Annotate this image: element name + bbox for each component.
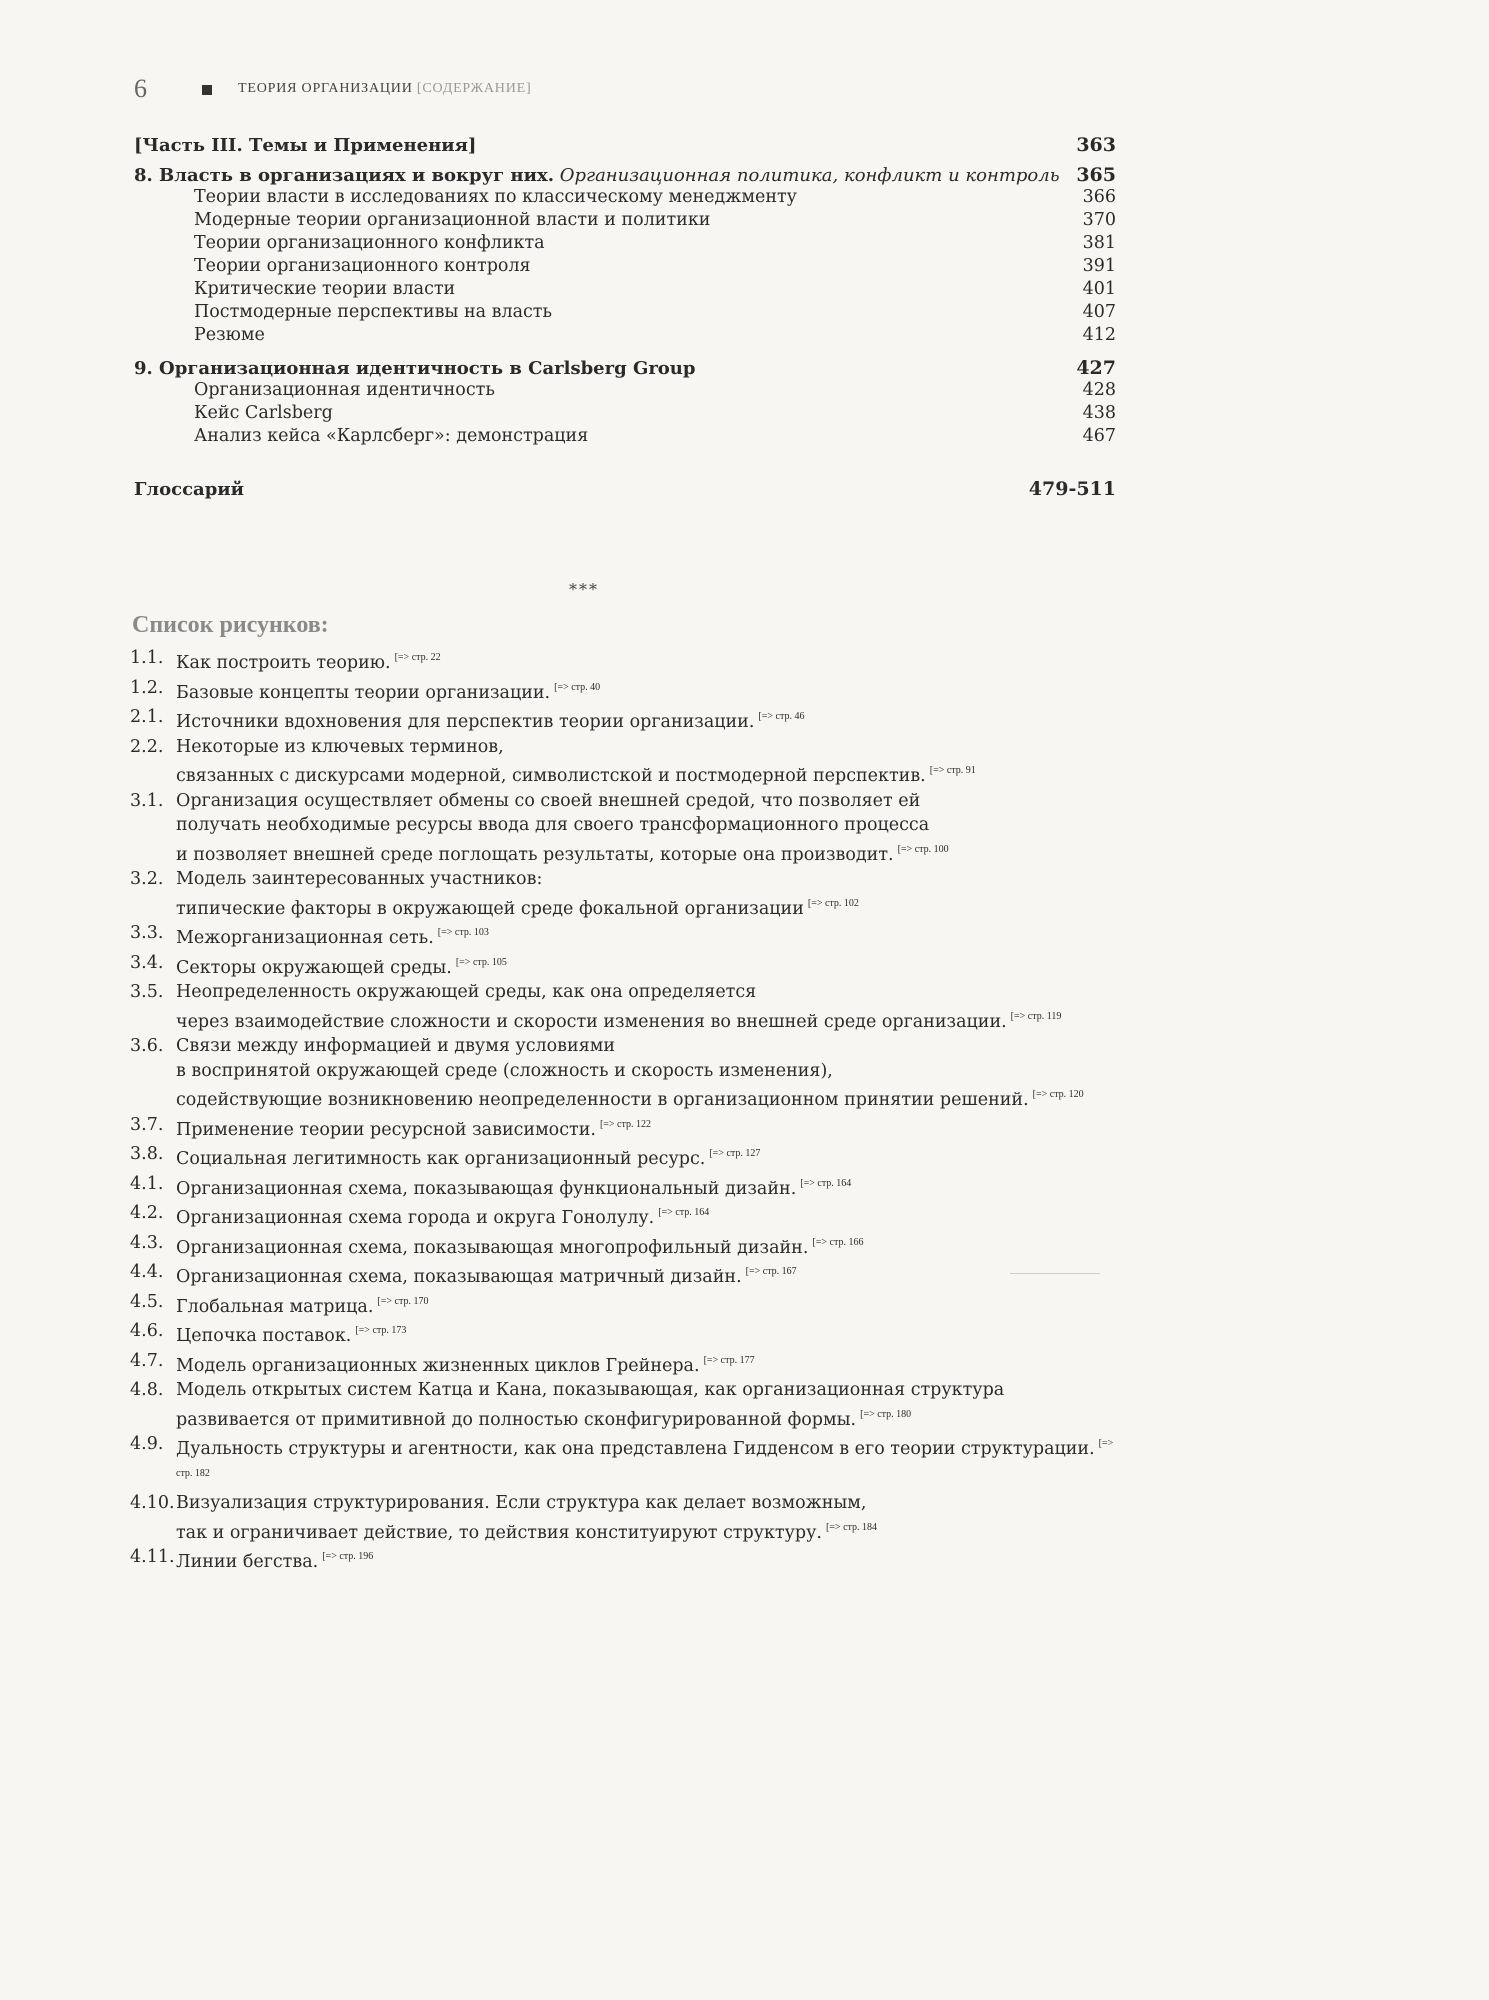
figure-caption [176, 921, 1130, 951]
figure-page-ref: [=> стр. 170 [377, 1295, 429, 1307]
figure-page-ref: [=> стр. 182 [176, 1438, 1114, 1479]
figure-text: Организационная схема, показывающая многопрофильный дизайн. [176, 1237, 809, 1258]
figure-text: Модель открытых систем Катца и Кана, показывающая, как организационная структура развивается от примитивной до полностью сконфигурированной формы. [176, 1380, 1005, 1430]
toc-chapter-title [134, 165, 1060, 186]
figure-caption [176, 1260, 1130, 1290]
figure-caption [176, 1349, 1130, 1379]
figure-page-ref: [=> стр. 102 [807, 897, 859, 909]
running-title-main: ТЕОРИЯ ОРГАНИЗАЦИИ [238, 81, 413, 96]
toc-section-page: 366 [1082, 187, 1116, 207]
figure-item [130, 980, 1130, 1034]
toc-section [194, 324, 1116, 347]
figure-item [130, 1172, 1130, 1202]
figure-page-ref: [=> стр. 173 [355, 1325, 407, 1336]
toc-chapter-page: 365 [1076, 164, 1116, 186]
figure-number: 3.1. [130, 790, 164, 811]
figure-text: Как построить теорию. [176, 653, 391, 673]
figure-page-ref: [=> стр. 119 [1010, 1010, 1062, 1022]
figure-text: Цепочка поставок. [176, 1326, 352, 1346]
figure-item [130, 676, 1130, 706]
figure-page-ref: [=> стр. 164 [658, 1207, 710, 1218]
figure-number: 3.3. [130, 923, 164, 943]
figures-heading: Список рисунков: [132, 612, 329, 638]
toc-chapter [134, 347, 1116, 379]
toc-section-page: 438 [1082, 403, 1116, 423]
figure-number: 3.7. [130, 1114, 164, 1135]
figure-caption [176, 1201, 1130, 1231]
toc-section-title: Теории организационного контроля [194, 256, 531, 276]
figure-item [130, 951, 1130, 981]
figure-number: 4.7. [130, 1350, 164, 1371]
figure-number: 4.2. [130, 1203, 164, 1223]
figure-page-ref: [=> стр. 127 [709, 1148, 761, 1159]
toc-chapter-page: 427 [1076, 357, 1116, 379]
toc-section [194, 255, 1116, 278]
figure-item [130, 921, 1130, 951]
toc-section [194, 425, 1116, 448]
toc-part-title: [Часть III. Темы и Применения] [134, 135, 477, 156]
toc-section-page: 467 [1082, 426, 1116, 446]
figure-text: Дуальность структуры и агентности, как она представлена Гидденсом в его теории структурации. [176, 1439, 1095, 1459]
toc-chapter-bold: 8. Власть в организациях и вокруг них. [134, 165, 554, 186]
toc-section-page: 391 [1082, 256, 1116, 276]
toc-glossary-title: Глоссарий [134, 479, 244, 500]
toc-section-page: 401 [1082, 279, 1116, 299]
toc-section-title: Теории организационного конфликта [194, 233, 545, 253]
figure-page-ref: [=> стр. 177 [703, 1354, 755, 1366]
figure-number: 4.4. [130, 1262, 164, 1282]
figure-text: Применение теории ресурсной зависимости. [176, 1119, 596, 1140]
toc-section-title: Критические теории власти [194, 279, 456, 299]
figure-item [130, 735, 1130, 789]
toc-section-title: Анализ кейса «Карлсберг»: демонстрация [194, 426, 589, 446]
figure-item [130, 1201, 1130, 1231]
figure-number: 2.1. [130, 707, 164, 727]
figure-item [130, 1491, 1130, 1545]
figure-item [130, 1260, 1130, 1290]
figure-caption [176, 1432, 1130, 1491]
figure-page-ref: [=> стр. 103 [437, 927, 489, 938]
figure-caption [176, 980, 1130, 1034]
toc-section-title: Организационная идентичность [194, 380, 495, 400]
figure-text: Некоторые из ключевых терминов, связанных с дискурсами модерной, символистской и постмодерной перспектив. [176, 736, 926, 786]
toc-section-title: Резюме [194, 325, 265, 345]
figure-caption [176, 676, 1130, 706]
figure-number: 4.8. [130, 1380, 164, 1400]
toc-section [194, 209, 1116, 232]
figure-number: 4.5. [130, 1291, 164, 1312]
figure-number: 3.4. [130, 952, 164, 973]
figure-text: Линии бегства. [176, 1552, 319, 1572]
figure-item [130, 1231, 1130, 1261]
figure-page-ref: [=> стр. 167 [745, 1266, 797, 1277]
figure-caption [176, 705, 1130, 735]
figure-text: Организационная схема, показывающая матричный дизайн. [176, 1267, 742, 1287]
toc-section-page: 381 [1082, 233, 1116, 253]
square-bullet-icon [202, 85, 212, 95]
table-of-contents [134, 126, 1116, 500]
figure-item [130, 789, 1130, 868]
figure-page-ref: [=> стр. 122 [599, 1118, 651, 1130]
figure-page-ref: [=> стр. 164 [800, 1177, 852, 1189]
figure-number: 4.9. [130, 1434, 164, 1454]
toc-section-page: 407 [1082, 302, 1116, 322]
figure-page-ref: [=> стр. 120 [1032, 1089, 1084, 1100]
figure-page-ref: [=> стр. 184 [825, 1521, 877, 1533]
figure-number: 3.8. [130, 1144, 164, 1164]
figures-list [130, 646, 1130, 1575]
toc-section-page: 370 [1082, 210, 1116, 230]
toc-section-page: 412 [1082, 325, 1116, 345]
figure-number: 3.2. [130, 869, 164, 889]
toc-part-page: 363 [1076, 134, 1116, 156]
figure-text: Организация осуществляет обмены со своей внешней средой, что позволяет ей получать необходимые ресурсы ввода для своего трансформационного процесса и позволяет внешней среде поглощать результаты, которые она производит. [176, 790, 930, 865]
figure-number: 3.6. [130, 1036, 164, 1056]
toc-section-list [134, 379, 1116, 448]
toc-glossary [134, 460, 1116, 500]
figure-caption [176, 1290, 1130, 1320]
figure-page-ref: [=> стр. 196 [322, 1551, 374, 1562]
figure-caption [176, 1545, 1130, 1575]
figure-item [130, 1290, 1130, 1320]
toc-section-title: Теории власти в исследованиях по классическому менеджменту [194, 187, 797, 207]
figure-item [130, 867, 1130, 921]
figure-caption [176, 735, 1130, 789]
figure-item [130, 1545, 1130, 1575]
figure-caption [176, 1378, 1130, 1432]
figure-text: Визуализация структурирования. Если структура как делает возможным, так и ограничивает действие, то действия конституируют структуру. [176, 1493, 867, 1543]
toc-section-title: Модерные теории организационной власти и политики [194, 210, 711, 230]
figure-caption [176, 1231, 1130, 1261]
toc-section [194, 232, 1116, 255]
figure-item [130, 1034, 1130, 1113]
figure-page-ref: [=> стр. 105 [455, 956, 507, 968]
figure-page-ref: [=> стр. 40 [554, 681, 601, 693]
figure-item [130, 1378, 1130, 1432]
figure-text: Модель заинтересованных участников: типические факторы в окружающей среде фокальной организации [176, 869, 804, 919]
figure-caption [176, 1113, 1130, 1143]
figure-number: 4.3. [130, 1232, 164, 1253]
figure-text: Неопределенность окружающей среды, как она определяется через взаимодействие сложности и скорости изменения во внешней среде организации. [176, 982, 1007, 1032]
figure-item [130, 705, 1130, 735]
figure-page-ref: [=> стр. 166 [812, 1236, 864, 1248]
figure-text: Межорганизационная сеть. [176, 928, 434, 948]
figure-caption [176, 867, 1130, 921]
figure-text: Источники вдохновения для перспектив теории организации. [176, 712, 755, 732]
toc-glossary-page: 479-511 [1028, 478, 1116, 500]
figure-caption [176, 646, 1130, 676]
figure-number: 4.10. [130, 1493, 175, 1513]
section-separator: *** [569, 580, 599, 599]
toc-section-list [134, 186, 1116, 347]
page-number: 6 [134, 74, 147, 103]
figure-text: Социальная легитимность как организационный ресурс. [176, 1149, 706, 1169]
figure-caption [176, 789, 1130, 868]
figure-number: 1.2. [130, 677, 164, 698]
figure-caption [176, 1172, 1130, 1202]
toc-section [194, 379, 1116, 402]
figure-number: 3.5. [130, 982, 164, 1002]
figure-number: 4.6. [130, 1321, 164, 1341]
figure-number: 4.1. [130, 1173, 164, 1194]
figure-page-ref: [=> стр. 22 [394, 652, 441, 663]
running-header [134, 74, 531, 104]
figure-item [130, 1349, 1130, 1379]
figure-item [130, 1319, 1130, 1349]
figure-number: 1.1. [130, 648, 164, 668]
figure-page-ref: [=> стр. 91 [929, 765, 976, 776]
figure-caption [176, 1491, 1130, 1545]
figure-number: 2.2. [130, 736, 164, 757]
running-title-sub: [СОДЕРЖАНИЕ] [416, 81, 532, 96]
toc-section-title: Постмодерные перспективы на власть [194, 302, 553, 322]
faint-divider [1010, 1273, 1100, 1274]
figure-item [130, 646, 1130, 676]
figure-item [130, 1432, 1130, 1491]
toc-chapter-title [134, 358, 695, 379]
figure-page-ref: [=> стр. 46 [758, 711, 805, 722]
figure-number: 4.11. [130, 1547, 175, 1567]
toc-section-title: Кейс Carlsberg [194, 403, 333, 423]
figure-text: Связи между информацией и двумя условиями в воспринятой окружающей среде (сложность и скорость изменения), содействующие возникновению неопределенности в организационном принятии решений. [176, 1036, 1029, 1110]
figure-page-ref: [=> стр. 100 [897, 843, 949, 855]
figure-text: Организационная схема, показывающая функциональный дизайн. [176, 1178, 797, 1199]
toc-section-page: 428 [1082, 380, 1116, 400]
toc-section [194, 278, 1116, 301]
figure-caption [176, 1034, 1130, 1113]
figure-caption [176, 951, 1130, 981]
toc-section [194, 301, 1116, 324]
toc-part [134, 126, 1116, 156]
figure-caption [176, 1319, 1130, 1349]
figure-text: Организационная схема города и округа Гонолулу. [176, 1208, 655, 1228]
toc-chapter [134, 156, 1116, 186]
toc-section [194, 186, 1116, 209]
figure-text: Глобальная матрица. [176, 1296, 374, 1317]
figure-caption [176, 1142, 1130, 1172]
figure-text: Секторы окружающей среды. [176, 957, 452, 978]
running-title [238, 81, 531, 97]
figure-page-ref: [=> стр. 180 [860, 1408, 912, 1420]
figure-text: Модель организационных жизненных циклов Грейнера. [176, 1355, 700, 1376]
figure-item [130, 1142, 1130, 1172]
toc-chapter-bold: 9. Организационная идентичность в Carlsberg Group [134, 358, 696, 379]
toc-chapter-italic: Организационная политика, конфликт и контроль [559, 165, 1060, 186]
figure-text: Базовые концепты теории организации. [176, 682, 551, 703]
figure-item [130, 1113, 1130, 1143]
toc-section [194, 402, 1116, 425]
